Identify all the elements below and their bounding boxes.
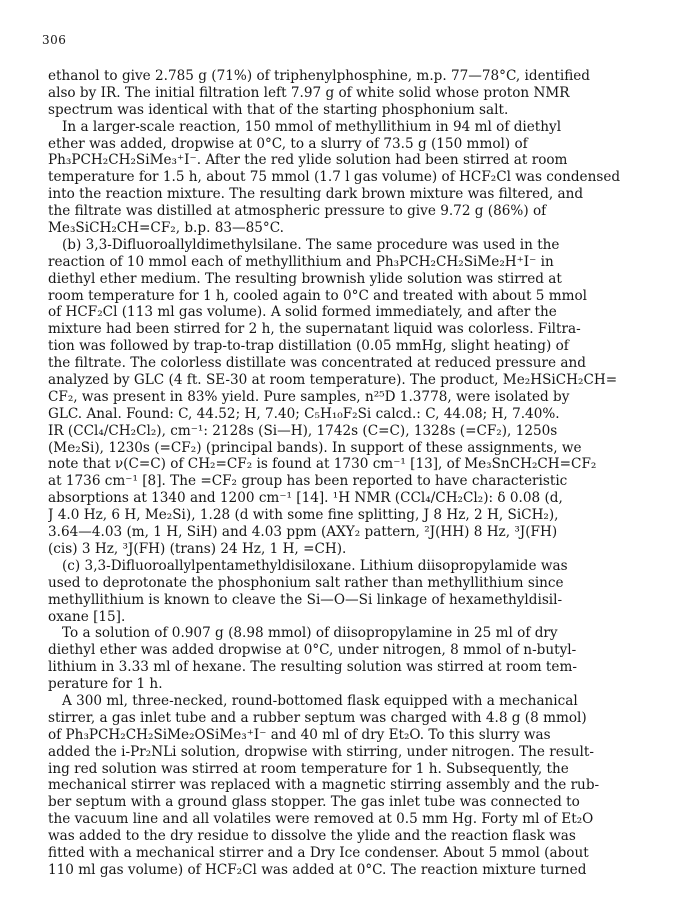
text-line: diethyl ether was added dropwise at 0°C, under nitrogen, 8 mmol of n-butyl- (48, 642, 577, 659)
text-line: the filtrate was distilled at atmospheric pressure to give 9.72 g (86%) of (48, 203, 547, 220)
text-line: into the reaction mixture. The resulting dark brown mixture was filtered, and (48, 186, 584, 203)
page-number: 306 (42, 33, 67, 47)
text-line: tion was followed by trap-to-trap distillation (0.05 mmHg, slight heating) of (48, 338, 569, 355)
text-line: oxane [15]. (48, 608, 126, 625)
text-line: also by IR. The initial filtration left 7.97 g of white solid whose proton NMR (48, 84, 570, 101)
text-line: 110 ml gas volume) of HCF₂Cl was added at 0°C. The reaction mixture turned (48, 861, 587, 878)
text-line: (b) 3,3-Difluoroallyldimethylsilane. The same procedure was used in the (62, 236, 560, 253)
text-line: spectrum was identical with that of the starting phosphonium salt. (48, 101, 509, 118)
text-line: of Ph₃PCH₂CH₂SiMe₂OSiMe₃⁺I⁻ and 40 ml of dry Et₂O. To this slurry was (48, 726, 551, 743)
body-text (48, 68, 676, 879)
text-line: temperature for 1.5 h, about 75 mmol (1.7 l gas volume) of HCF₂Cl was condensed (48, 169, 621, 186)
text-line: CF₂, was present in 83% yield. Pure samples, n²⁵D 1.3778, were isolated by (48, 388, 570, 405)
text-line: mechanical stirrer was replaced with a magnetic stirring assembly and the rub- (48, 777, 600, 794)
text-line: analyzed by GLC (4 ft. SE-30 at room temperature). The product, Me₂HSiCH₂CH= (48, 372, 618, 389)
text-line: Ph₃PCH₂CH₂SiMe₃⁺I⁻. After the red ylide solution had been stirred at room (48, 152, 568, 169)
text-line: fitted with a mechanical stirrer and a Dry Ice condenser. About 5 mmol (about (48, 844, 589, 861)
text-line: note that ν(C=C) of CH₂=CF₂ is found at 1730 cm⁻¹ [13], of Me₃SnCH₂CH=CF₂ (48, 456, 597, 473)
text-line: GLC. Anal. Found: C, 44.52; H, 7.40; C₅H₁₀F₂Si calcd.: C, 44.08; H, 7.40%. (48, 405, 560, 422)
text-line: Me₃SiCH₂CH=CF₂, b.p. 83—85°C. (48, 220, 284, 237)
text-line: at 1736 cm⁻¹ [8]. The =CF₂ group has been reported to have characteristic (48, 473, 568, 490)
text-line: In a larger-scale reaction, 150 mmol of methyllithium in 94 ml of diethyl (62, 118, 562, 135)
text-line: To a solution of 0.907 g (8.98 mmol) of diisopropylamine in 25 ml of dry (62, 625, 558, 642)
text-line: ethanol to give 2.785 g (71%) of triphenylphosphine, m.p. 77—78°C, identified (48, 68, 591, 84)
text-line: lithium in 3.33 ml of hexane. The resulting solution was stirred at room tem- (48, 659, 577, 676)
text-line: ber septum with a ground glass stopper. The gas inlet tube was connected to (48, 794, 580, 811)
text-line: the vacuum line and all volatiles were removed at 0.5 mm Hg. Forty ml of Et₂O (48, 811, 594, 828)
text-line: added the i-Pr₂NLi solution, dropwise with stirring, under nitrogen. The result- (48, 743, 594, 760)
text-line: 3.64—4.03 (m, 1 H, SiH) and 4.03 ppm (AXY₂ pattern, ²J(HH) 8 Hz, ³J(FH) (48, 524, 558, 541)
text-line: methyllithium is known to cleave the Si—O—Si linkage of hexamethyldisil- (48, 591, 563, 608)
text-line: room temperature for 1 h, cooled again to 0°C and treated with about 5 mmol (48, 287, 588, 304)
text-line: was added to the dry residue to dissolve the ylide and the reaction flask was (48, 828, 576, 845)
text-line: mixture had been stirred for 2 h, the supernatant liquid was colorless. Filtra- (48, 321, 581, 338)
text-line: perature for 1 h. (48, 676, 163, 693)
text-line: absorptions at 1340 and 1200 cm⁻¹ [14]. ¹H NMR (CCl₄/CH₂Cl₂): δ 0.08 (d, (48, 490, 563, 507)
text-line: J 4.0 Hz, 6 H, Me₂Si), 1.28 (d with some fine splitting, J 8 Hz, 2 H, SiCH₂), (48, 507, 559, 524)
text-line: stirrer, a gas inlet tube and a rubber septum was charged with 4.8 g (8 mmol) (48, 709, 587, 726)
text-line: ing red solution was stirred at room temperature for 1 h. Subsequently, the (48, 760, 569, 777)
text-line: A 300 ml, three-necked, round-bottomed flask equipped with a mechanical (62, 692, 578, 709)
text-line: of HCF₂Cl (113 ml gas volume). A solid formed immediately, and after the (48, 304, 557, 321)
text-line: reaction of 10 mmol each of methyllithium and Ph₃PCH₂CH₂SiMe₂H⁺I⁻ in (48, 253, 554, 270)
text-line: used to deprotonate the phosphonium salt rather than methyllithium since (48, 574, 564, 591)
text-line: ether was added, dropwise at 0°C, to a slurry of 73.5 g (150 mmol) of (48, 135, 528, 152)
text-line: (cis) 3 Hz, ³J(FH) (trans) 24 Hz, 1 H, =CH). (48, 540, 347, 557)
text-line: (Me₂Si), 1230s (=CF₂) (principal bands). In support of these assignments, we (48, 439, 582, 456)
text-line: diethyl ether medium. The resulting brownish ylide solution was stirred at (48, 270, 562, 287)
text-line: the filtrate. The colorless distillate was concentrated at reduced pressure and (48, 355, 586, 372)
text-line: (c) 3,3-Difluoroallylpentamethyldisiloxane. Lithium diisopropylamide was (62, 557, 568, 574)
text-line: IR (CCl₄/CH₂Cl₂), cm⁻¹: 2128s (Si—H), 1742s (C=C), 1328s (=CF₂), 1250s (48, 422, 558, 439)
